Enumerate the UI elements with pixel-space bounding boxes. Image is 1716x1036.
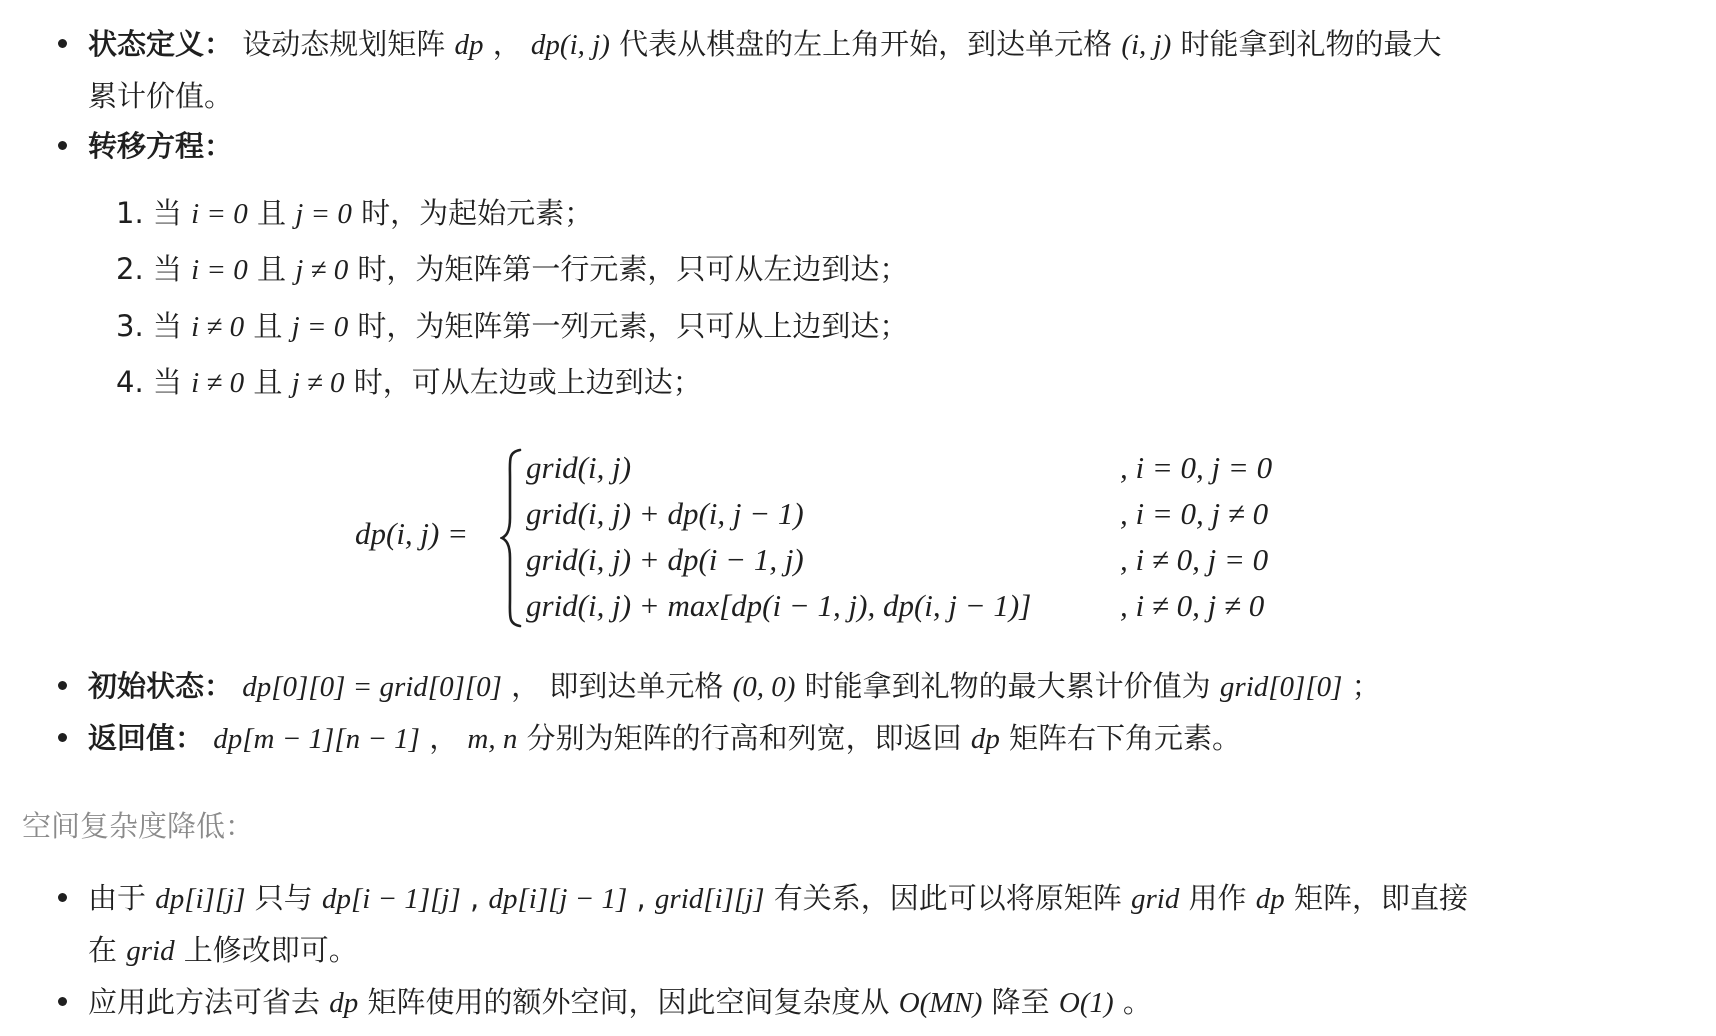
formula-case-4-cond: , i ≠ 0, j ≠ 0: [1120, 588, 1265, 623]
math-grid: grid: [126, 935, 175, 967]
math-dp-ij: dp[i][j]: [155, 883, 246, 915]
math-grid-ij: grid[i][j]: [654, 883, 765, 915]
math-dp: dp: [970, 723, 1000, 755]
space2-text-3: 降至: [991, 985, 1050, 1019]
math-dp: dp: [329, 987, 359, 1019]
math-cell: (0, 0): [732, 671, 796, 703]
transition-case-1: [116, 187, 593, 240]
state-definition-text-2: 代表从棋盘的左上角开始，到达单元格: [619, 27, 1113, 61]
space2-text-2: 矩阵使用的额外空间，因此空间复杂度从: [367, 985, 890, 1019]
case-and: 且: [256, 196, 286, 230]
space-sep-1: ,: [470, 881, 480, 915]
formula-case-2-cond: , i = 0, j ≠ 0: [1120, 496, 1269, 531]
case-condition-j: j ≠ 0: [295, 254, 349, 286]
math-dp-i-1-j: dp[i − 1][j]: [321, 883, 461, 915]
case-condition-i: i ≠ 0: [191, 367, 245, 399]
case-number: 2.: [116, 252, 144, 286]
math-dp-i-j-1: dp[i][j − 1]: [488, 883, 628, 915]
case-description: 时，为矩阵第一行元素，只可从左边到达；: [357, 252, 909, 286]
case-condition-j: j = 0: [295, 198, 352, 230]
space-reduction-item-1-continuation: [88, 924, 358, 977]
case-prefix: 当: [152, 365, 182, 399]
return-value-item: [88, 712, 1241, 765]
space-text-1: 由于: [88, 881, 147, 915]
formula-case-3-cond: , i ≠ 0, j = 0: [1120, 542, 1269, 577]
case-number: 4.: [116, 365, 144, 399]
initial-state-label: 初始状态：: [88, 669, 234, 703]
transition-item: [88, 120, 233, 172]
math-dp: dp: [1255, 883, 1285, 915]
space-text-5: 矩阵，即直接: [1294, 881, 1469, 915]
case-condition-i: i = 0: [191, 254, 248, 286]
space-text-2: 只与: [254, 881, 313, 915]
formula-case-1-cond: , i = 0, j = 0: [1120, 450, 1273, 485]
space-sep-2: ,: [636, 881, 646, 915]
return-sep: ，: [429, 721, 459, 755]
space-reduction-item-2: [88, 976, 1152, 1029]
left-brace-icon: [500, 448, 524, 628]
math-o-mn: O(MN): [898, 987, 983, 1019]
space-reduction-item-1: [88, 872, 1468, 925]
case-condition-j: j ≠ 0: [291, 367, 345, 399]
space-text-6: 在: [88, 933, 118, 967]
formula-case-2-expr: grid(i, j) + dp(i, j − 1): [526, 496, 804, 531]
case-description: 时，为矩阵第一列元素，只可从上边到达；: [357, 309, 909, 343]
case-and: 且: [256, 252, 286, 286]
formula-lhs: dp(i, j) =: [355, 516, 469, 551]
case-number: 1.: [116, 196, 144, 230]
math-return-eq: dp[m − 1][n − 1]: [213, 723, 420, 755]
state-definition-text-3: 时能拿到礼物的最大: [1180, 27, 1442, 61]
math-init-eq: dp[0][0] = grid[0][0]: [242, 671, 502, 703]
initial-state-item: [88, 660, 1381, 713]
transition-case-3: [116, 300, 908, 353]
state-definition-text-1: 设动态规划矩阵: [242, 27, 446, 61]
space-text-3: 有关系，因此可以将原矩阵: [773, 881, 1122, 915]
math-o-1: O(1): [1058, 987, 1114, 1019]
case-prefix: 当: [152, 309, 182, 343]
formula-case-1-expr: grid(i, j): [526, 450, 632, 485]
separator: ，: [492, 27, 522, 61]
section-heading: 空间复杂度降低：: [22, 809, 255, 843]
case-and: 且: [253, 365, 283, 399]
initial-state-text-1: 即到达单元格: [549, 669, 724, 703]
space2-end: 。: [1122, 985, 1152, 1019]
return-text-1: 分别为矩阵的行高和列宽，即返回: [526, 721, 962, 755]
return-text-2: 矩阵右下角元素。: [1009, 721, 1242, 755]
initial-state-text-2: 时能拿到礼物的最大累计价值为: [804, 669, 1211, 703]
state-definition-label: 状态定义：: [88, 27, 234, 61]
formula-case-4-expr: grid(i, j) + max[dp(i − 1, j), dp(i, j − 1)]: [526, 588, 1032, 623]
math-mn: m, n: [467, 723, 518, 755]
transition-case-2: [116, 243, 908, 296]
case-description: 时，可从左边或上边到达；: [353, 365, 702, 399]
state-definition-text-4: 累计价值。: [88, 79, 234, 113]
case-number: 3.: [116, 309, 144, 343]
initial-state-sep: ，: [511, 669, 541, 703]
case-and: 且: [253, 309, 283, 343]
math-dp: dp: [454, 29, 484, 61]
transition-label: 转移方程：: [88, 129, 234, 163]
case-description: 时，为起始元素；: [361, 196, 594, 230]
space2-text-1: 应用此方法可省去: [88, 985, 321, 1019]
return-value-label: 返回值：: [88, 721, 205, 755]
space-text-4: 用作: [1188, 881, 1247, 915]
math-ij: (i, j): [1121, 29, 1172, 61]
case-condition-i: i = 0: [191, 198, 248, 230]
state-definition-continuation: [88, 70, 233, 122]
transition-case-4: [116, 356, 702, 409]
math-dp-ij: dp(i, j): [530, 29, 610, 61]
state-definition-item: [88, 18, 1441, 71]
case-condition-j: j = 0: [291, 311, 349, 343]
math-grid: grid: [1130, 883, 1180, 915]
space-text-7: 上修改即可。: [183, 933, 358, 967]
math-init-val: grid[0][0]: [1219, 671, 1343, 703]
initial-state-end: ；: [1351, 669, 1381, 703]
case-prefix: 当: [152, 196, 182, 230]
case-prefix: 当: [152, 252, 182, 286]
case-condition-i: i ≠ 0: [191, 311, 245, 343]
formula-case-3-expr: grid(i, j) + dp(i − 1, j): [526, 542, 804, 577]
